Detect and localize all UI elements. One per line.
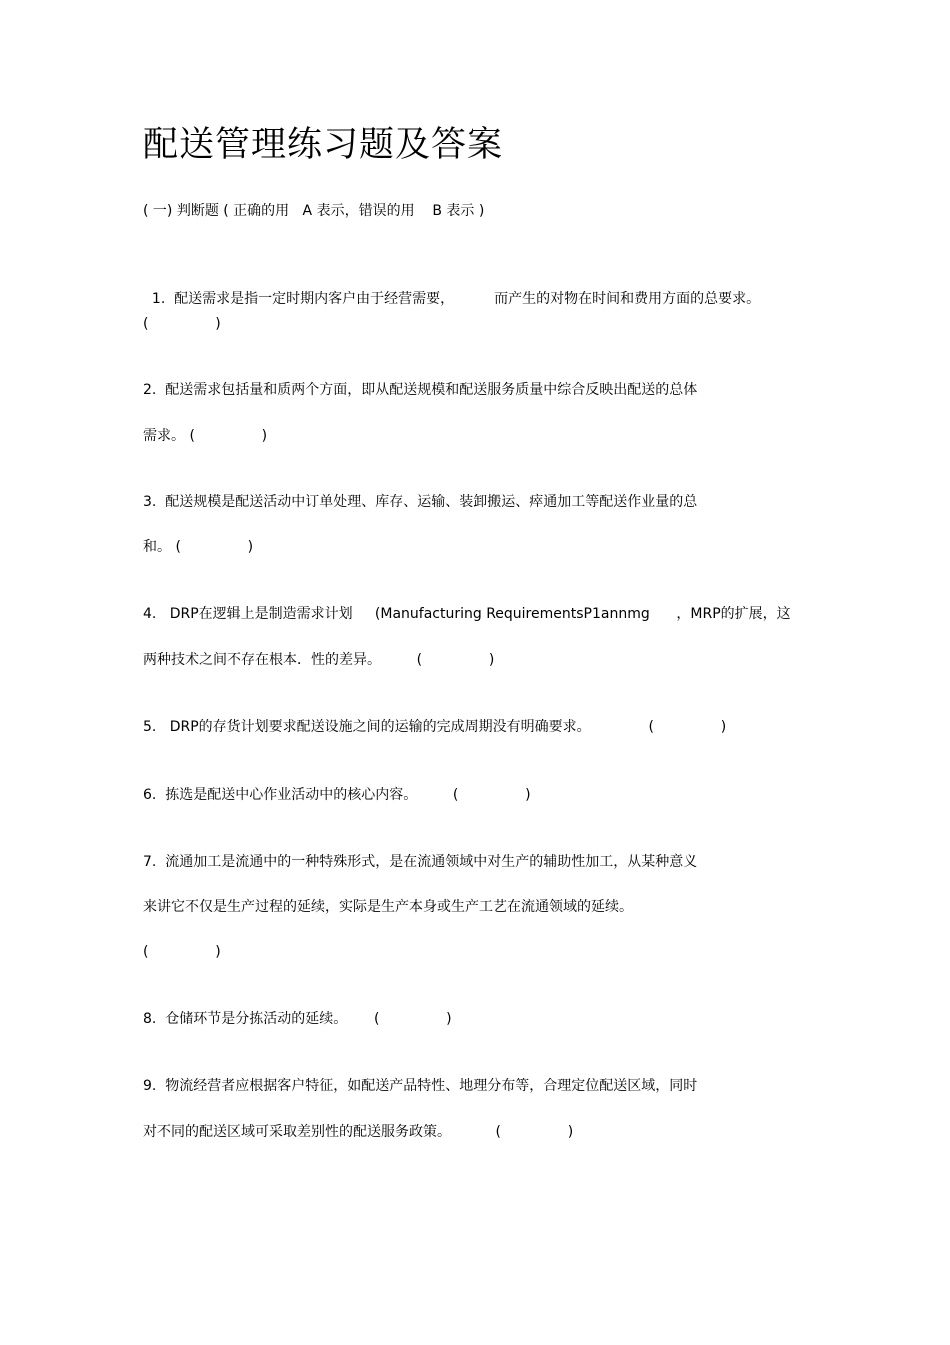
question-3-line-2: 和。 ( )	[143, 539, 254, 555]
question-1-line-1a: 1. 配送需求是指一定时期内客户由于经营需要，	[151, 291, 455, 307]
question-7-line-2: 来讲它不仅是生产过程的延续，实际是生产本身或生产工艺在流通领域的延续。	[143, 899, 633, 915]
question-3-line-1: 3. 配送规模是配送活动中订单处理、库存、运输、装卸搬运、瘁通加工等配送作业量的总	[143, 494, 698, 510]
question-7-answer: ( )	[143, 944, 221, 960]
question-7-line-1: 7. 流通加工是流通中的一种特殊形式，是在流通领域中对生产的辅助性加工，从某种意义	[143, 854, 698, 870]
question-5-line-1: 5. DRP的存货计划要求配送设施之间的运输的完成周期没有明确要求。 ( )	[143, 719, 727, 735]
question-9-line-2: 对不同的配送区域可采取差别性的配送服务政策。 ( )	[143, 1124, 574, 1140]
question-4-line-1: 4. DRP在逻辑上是制造需求计划 (Manufacturing RequirementsP1annmg ，MRP的扩展，这	[143, 606, 791, 622]
page-title: 配送管理练习题及答案	[143, 125, 504, 165]
question-9-line-1: 9. 物流经营者应根据客户特征，如配送产品特性、地理分布等，合理定位配送区域，同时	[143, 1078, 698, 1094]
question-1-line-1	[143, 269, 760, 309]
question-1-answer: ( )	[143, 316, 221, 332]
question-1-line-1b: 而产生的对物在时间和费用方面的总要求。	[494, 291, 761, 307]
section-heading: ( 一) 判断题 ( 正确的用 A 表示，错误的用 B 表示 )	[143, 203, 485, 219]
question-4-line-2: 两种技术之间不存在根本．性的差异。 ( )	[143, 652, 495, 668]
question-2-line-2: 需求。 ( )	[143, 428, 268, 444]
question-6-line-1: 6. 拣选是配送中心作业活动中的核心内容。 ( )	[143, 787, 531, 803]
question-8-line-1: 8. 仓储环节是分拣活动的延续。 ( )	[143, 1011, 452, 1027]
question-2-line-1: 2. 配送需求包括量和质两个方面，即从配送规模和配送服务质量中综合反映出配送的总体	[143, 382, 698, 398]
